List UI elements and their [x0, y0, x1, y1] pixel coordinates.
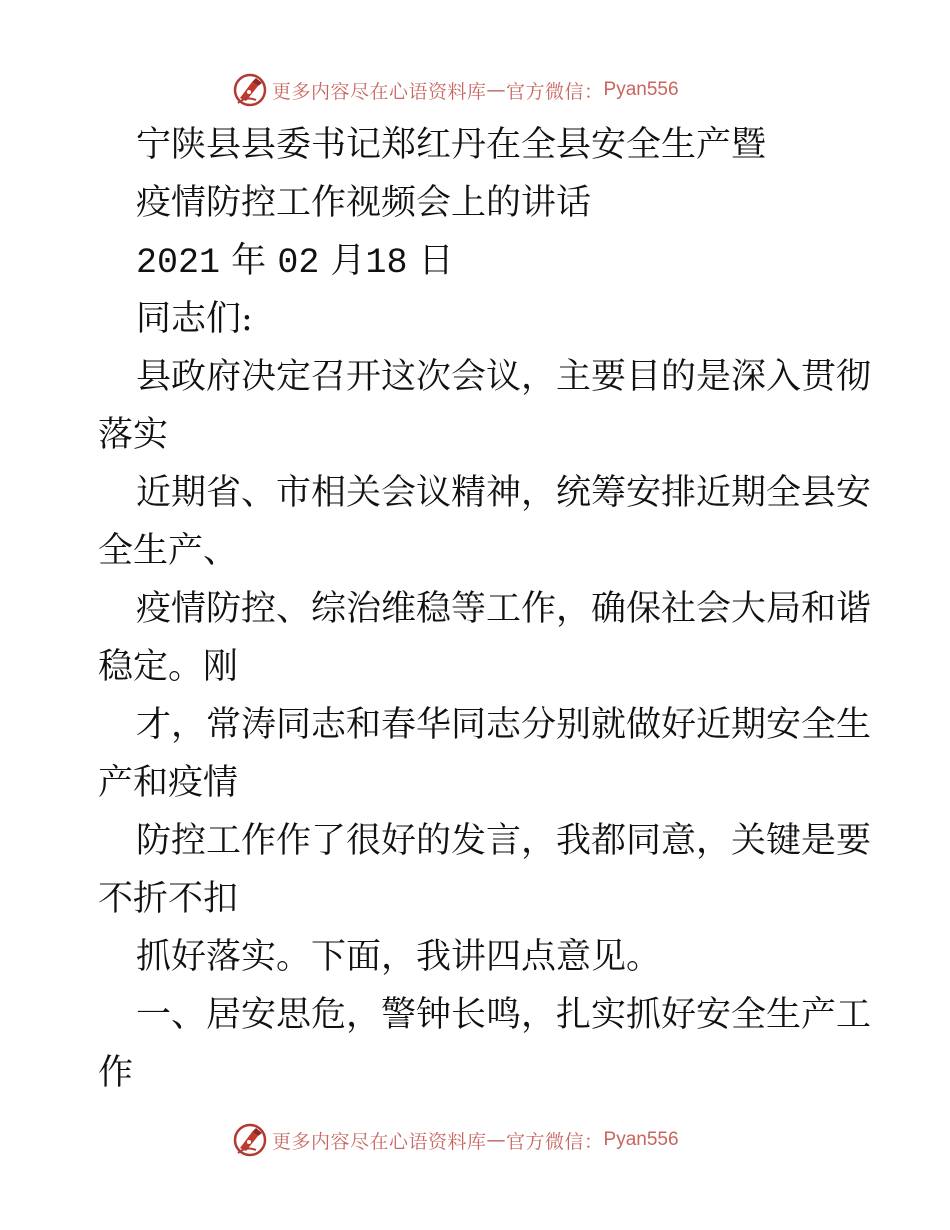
date-year: 2021 [136, 243, 221, 283]
pen-nib-logo-icon [232, 72, 268, 108]
paragraph-line: 落实 [98, 415, 169, 455]
paragraph-line: 近期省、市相关会议精神，统筹安排近期全县安 [136, 473, 872, 513]
watermark-dash: — [486, 79, 507, 101]
watermark-footer [232, 1120, 679, 1160]
paragraph-line: 不折不扣 [98, 879, 239, 919]
salutation: 同志们: [136, 299, 253, 339]
title-line-1: 宁陕县县委书记郑红丹在全县安全生产暨 [136, 125, 767, 165]
date-year-unit: 年 [231, 241, 267, 281]
document-body [98, 116, 872, 1102]
date-month: 02 [277, 243, 320, 283]
paragraph-line: 全生产、 [98, 531, 239, 571]
paragraph-line: 县政府决定召开这次会议，主要目的是深入贯彻 [136, 357, 872, 397]
date-day: 18 [365, 243, 408, 283]
title-line-2: 疫情防控工作视频会上的讲话 [136, 183, 592, 223]
paragraph-line: 抓好落实。下面，我讲四点意见。 [136, 937, 662, 977]
paragraph-line: 防控工作作了很好的发言，我都同意，关键是要 [136, 821, 872, 861]
document-date [98, 232, 858, 290]
watermark-wechat-id: Pyan556 [603, 79, 679, 100]
paragraph-line: 产和疫情 [98, 763, 239, 803]
watermark-wechat-id: Pyan556 [603, 1129, 679, 1150]
paragraph-line: 疫情防控、综治维稳等工作，确保社会大局和谐 [136, 589, 872, 629]
section-heading-line: 作 [98, 1053, 134, 1093]
watermark-dash: — [486, 1129, 507, 1151]
paragraph-line: 才，常涛同志和春华同志分别就做好近期安全生 [136, 705, 872, 745]
watermark-text: 更多内容尽在心语资料库 [272, 1130, 487, 1153]
date-day-unit: 日 [418, 241, 454, 281]
watermark-wechat-label: 官方微信： [506, 1130, 604, 1153]
pen-nib-logo-icon [232, 1122, 268, 1158]
date-month-unit: 月 [330, 241, 366, 281]
section-heading-line: 一、居安思危，警钟长鸣，扎实抓好安全生产工 [136, 995, 872, 1035]
paragraph-line: 稳定。刚 [98, 647, 239, 687]
watermark-wechat-label: 官方微信： [506, 80, 604, 103]
watermark-header [232, 70, 679, 110]
watermark-text: 更多内容尽在心语资料库 [272, 80, 487, 103]
